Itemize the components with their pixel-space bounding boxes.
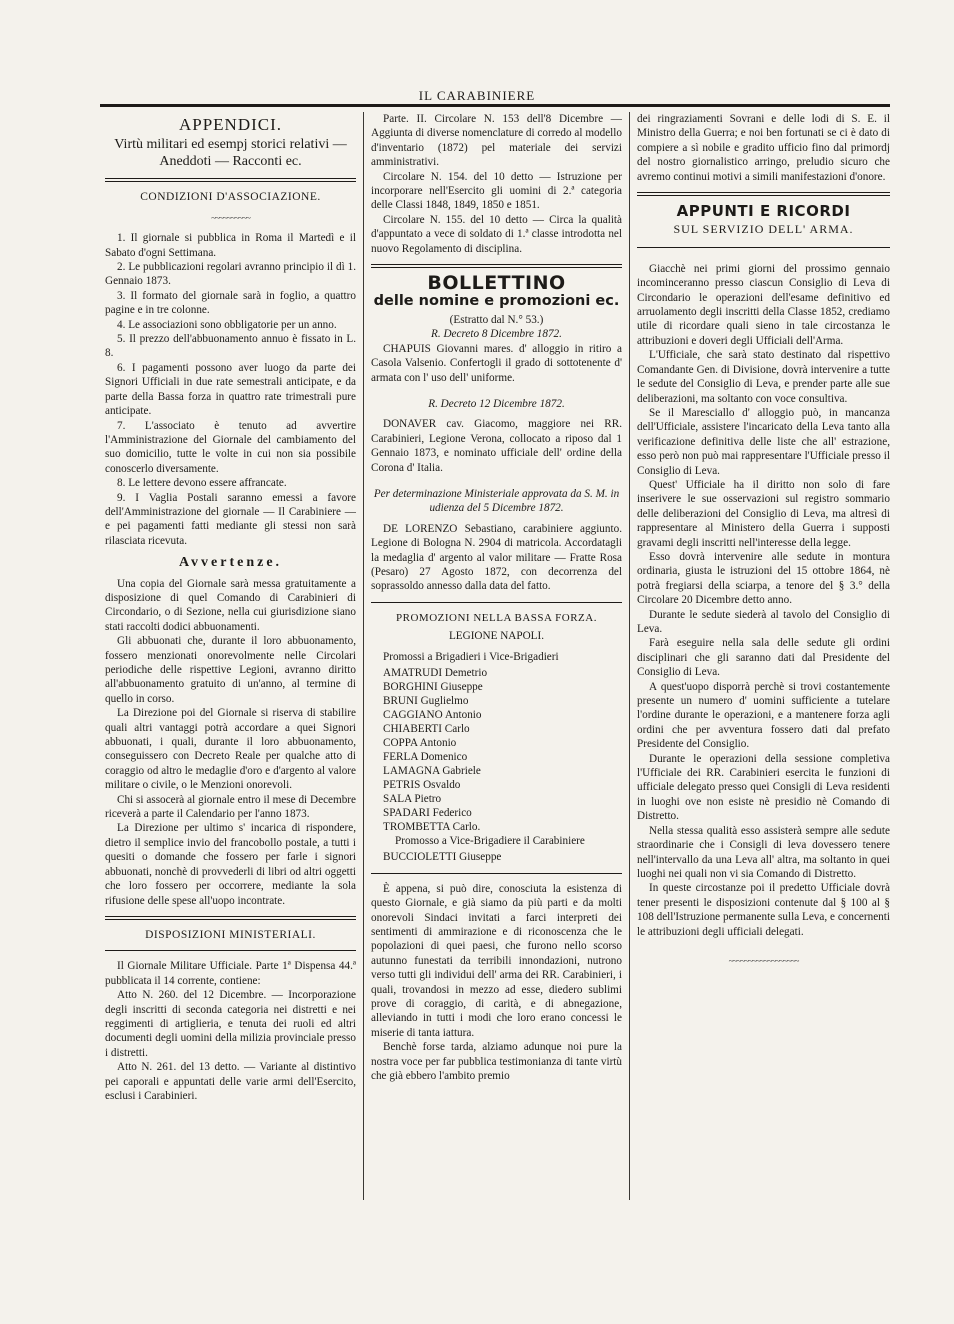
paragraph: Se il Maresciallo d' alloggio può, in mancanza dell'Ufficiale, assistere l'incaricato della Leva tanto alla verificazione definitiva delle liste che all' estrazione, esso però non può mai rappresentare l'Ufficiale presso il Consiglio di Leva. (637, 406, 890, 477)
list-item: FERLA Domenico (383, 751, 468, 763)
promosso-name: BUCCIOLETTI Giuseppe (383, 851, 502, 864)
section-rule (105, 950, 356, 951)
list-item: CAGGIANO Antonio (383, 709, 482, 721)
list-item: AMATRUDI Demetrio (383, 667, 488, 679)
paragraph: Chi si assocerà al giornale entro il mese di Decembre riceverà a parte il Calendario per l'anno 1873. (105, 793, 356, 821)
section-rule (105, 916, 356, 920)
condizioni-list (105, 231, 356, 548)
disposizioni-title: DISPOSIZIONI MINISTERIALI. (145, 928, 316, 941)
list-item: PETRIS Osvaldo (383, 779, 461, 791)
decreto-heading: R. Decreto 12 Dicembre 1872. (428, 397, 565, 410)
appunti-subtitle: SUL SERVIZIO DELL' ARMA. (673, 222, 854, 237)
header-rule (100, 104, 890, 107)
column-2 (371, 112, 622, 1284)
list-item: SALA Pietro (383, 793, 442, 805)
column-3 (637, 112, 890, 1284)
section-rule (637, 247, 890, 248)
paragraph: Circolare N. 154. del 10 detto — Istruzione per incorporare nell'Esercito gli uomini di 2.ª categoria delle Classi 1848, 1849, 1850 e 1851. (371, 170, 622, 212)
condizioni-item: 7. L'associato è tenuto ad avvertire l'Amministrazione del Giornale del cambiamento del suo domicilio, tutte le volte in cui non sia possibile conoscerlo diversamente. (105, 419, 356, 475)
promossi-label: Promossi a Brigadieri i Vice-Brigadieri (383, 650, 559, 663)
condizioni-item: 4. Le associazioni sono obbligatorie per un anno. (117, 318, 337, 331)
condizioni-item: 5. Il prezzo dell'abbuonamento annuo è fissato in L. 8. (105, 333, 356, 360)
list-item: CHIABERTI Carlo (383, 723, 470, 735)
condizioni-item: 3. Il formato del giornale sarà in foglio, a quattro pagine e in tre colonne. (105, 289, 356, 317)
paragraph: CHAPUIS Giovanni mares. d' alloggio in ritiro a Casola Valsenio. Confertogli il grado di sottotenente d' armata con l' uso dell' uniforme. (371, 342, 622, 384)
paragraph: Circolare N. 155. del 10 detto — Circa la qualità d'appuntato a vece di soldato di 1.ª classe introdotta nel nuovo Regolamento di disciplina. (371, 213, 622, 255)
condizioni-item: 9. I Vaglia Postali saranno emessi a favore dell'Amministrazione del giornale — Il Carabiniere — e pei pagamenti fatti mediante gli stessi non sarà rilasciata ricevuta. (105, 491, 356, 547)
list-item: TROMBETTA Carlo. (383, 821, 481, 833)
disposizioni-body (105, 959, 356, 1103)
paragraph: Durante le sedute siederà al tavolo del Consiglio di Leva. (637, 608, 890, 635)
paragraph: Nella stessa qualità esso assisterà sempre alle sedute straordinarie che i Consigli di leva dovessero tenere nell'intervallo da una Leva all' altra, ma soltanto in quei luoghi nei quali non vi sia Comando di Distretto. (637, 824, 890, 880)
appendici-title: APPENDICI. (178, 115, 283, 134)
paragraph: Farà eseguire nella sala delle sedute gli ordini disciplinari che gli saranno dati dal Presidente del Consiglio di Leva. (637, 637, 890, 679)
section-rule (371, 264, 622, 268)
paragraph: In queste circostanze poi il predetto Ufficiale dovrà tener presenti le disposizioni contenute dal § 100 al § 108 dell'Istruzione permanente sulla Leva, e concernenti le attribuzioni degli ufficiali delegati. (637, 882, 890, 938)
avvertenze-title: Avvertenze. (178, 555, 283, 571)
condizioni-item: 2. Le pubblicazioni regolari avranno principio il dì 1. Gennaio 1873. (105, 261, 356, 288)
list-item: COPPA Antonio (383, 737, 457, 749)
section-rule (371, 873, 622, 874)
paragraph: Atto N. 260. del 12 Dicembre. — Incorporazione degli inscritti di seconda categoria nei distretti e nei reggimenti di artiglieria, e tenuta dei ruoli ed altri documenti degli uomini della milizia provinciale presso i distretti. (105, 989, 356, 1059)
section-rule (105, 178, 356, 182)
paragraph: Durante le operazioni della sessione completiva l'Ufficiale dei RR. Carabinieri esercita le funzioni di ufficiale delegato presso quei Consigli di Leva residenti in luoghi ove non esiste nè presidio nè Comando di Distretto. (637, 752, 890, 823)
list-item: BORGHINI Giuseppe (383, 681, 483, 693)
section-rule (371, 602, 622, 603)
promozioni-title: PROMOZIONI NELLA BASSA FORZA. (396, 611, 597, 624)
names-list (383, 666, 622, 834)
appunti-title: APPUNTI E RICORDI (676, 202, 851, 221)
promosso-label: Promosso a Vice-Brigadiere il Carabiniere (395, 835, 585, 847)
paragraph: A quest'uopo disporrà perchè si trovi costantemente presente un numero d' uomini sufficiente a tutelare l'ordine durante le operazioni, e a mantenere forza agli ordini che per avventura fossero dati dal prefato Presidente del Consiglio. (637, 680, 890, 751)
bollettino-subtitle: delle nomine e promozioni ec. (373, 293, 620, 310)
condizioni-item: 1. Il giornale si pubblica in Roma il Martedì e il Sabato d'ogni Settimana. (105, 232, 356, 259)
ornament-divider: ~~~~~~~~~~ (211, 212, 250, 223)
paragraph: Parte. II. Circolare N. 153 dell'8 Dicembre — Aggiunta di diverse nomenclature di corredo al modello d'inventario (1872) pel materiale dei servizi amministrativi. (371, 113, 622, 169)
list-item: SPADARI Federico (383, 807, 472, 819)
section-rule (637, 192, 890, 196)
paragraph: Il Giornale Militare Ufficiale. Parte 1ª Dispensa 44.ª pubblicata il 14 corrente, contiene: (105, 960, 356, 987)
list-item: BRUNI Guglielmo (383, 695, 469, 707)
paragraph: La Direzione per ultimo s' incarica di rispondere, dietro il semplice invio del francobollo postale, a tutti i quesiti o domande che fossero per farle i signori abbuonati, nonchè di provvederli di libri od altri oggetti che loro fossero per occorrere, mediante la sola rifusione delle spese all'uopo incontrate. (105, 822, 356, 907)
bollettino-title: BOLLETTINO (427, 272, 566, 295)
column-divider (363, 112, 364, 1200)
paragraph: Benchè forse tarda, alziamo adunque noi pure la nostra voce per far pubblica testimonianza di tante virtù che già ebbero l'ambito premio (371, 1041, 622, 1083)
paragraph: Giacchè nei primi giorni del prossimo gennaio incominceranno presso ciascun Consiglio di Leva di Circondario le operazioni dell'esame definitivo ed arruolamento degli inscritti della Classe 1852, crediamo utile di ricordare quali sieno in tale circostanza le attribuzioni e doveri degli Ufficiali dell'Arma. (637, 262, 890, 347)
appendici-subtitle: Virtù militari ed esempj storici relativi — Aneddoti — Racconti ec. (114, 137, 347, 170)
ornament-divider: ~~~~~~~~~~~~~~~~~~ (728, 955, 799, 966)
paragraph: La Direzione poi del Giornale si riserva di stabilire quali altri vantaggi potrà accordare a quei Signori abbuonati, i quali, durante il loro abbuonamento, conseguissero con Decreto Reale per qualche atto di coraggio od altro le medaglie d'oro e d'argento al valore militare o civile, o le Menzioni onorevoli. (105, 707, 356, 792)
condizioni-item: 6. I pagamenti possono aver luogo da parte dei Signori Ufficiali in due rate semestrali anticipate, e da parte della Bassa forza in quattro rate trimestrali pure anticipate. (105, 361, 356, 418)
legione-title: LEGIONE NAPOLI. (448, 630, 545, 643)
paragraph: Atto N. 261. del 13 detto. — Variante al distintivo pei caporali e appuntati delle varie armi dell'Esercito, esclusi i Carabinieri. (105, 1061, 356, 1102)
running-title: IL CARABINIERE (418, 88, 536, 103)
paragraph: Quest' Ufficiale ha il diritto non solo di fare inserivere le sue osservazioni sul registro sommario delle deliberazioni del Consiglio di Leva, ma altresì di rappresentare al Ministero della Guerra i supposti gravami degli inscritti nell'interesse della legge. (637, 478, 890, 549)
avvertenze-body (105, 577, 356, 908)
decreto-heading: R. Decreto 8 Dicembre 1872. (431, 328, 562, 341)
paragraph: DONAVER cav. Giacomo, maggiore nei RR. Carabinieri, Legione Verona, collocato a riposo dal 1 Gennaio 1873, e nominato ufficiale dell' ordine della Corona d' Italia. (371, 418, 622, 474)
column-1 (105, 112, 356, 1284)
determinazione-heading: Per determinazione Ministeriale approvata da S. M. in udienza del 5 Dicembre 1872. (373, 487, 620, 515)
list-item: LAMAGNA Gabriele (383, 765, 481, 777)
paragraph: dei ringraziamenti Sovrani e delle lodi di S. E. il Ministro della Guerra; e noi ben fortunati se ci è dato di compiere a sì nobile e gradito ufficio fino dal primordj del nostro giornalistico arringo, preludio sicuro che avremo continui motivi a simili manifestazioni d'onore. (637, 113, 890, 183)
paragraph: Una copia del Giornale sarà messa gratuitamente a disposizione di quel Comando di Carabinieri di Circondario, o di Sezione, nella cui giurisdizione siano stati raccolti dodici abbuonamenti. (105, 577, 356, 633)
estratto-note: (Estratto dal N.° 53.) (449, 313, 544, 326)
paragraph: DE LORENZO Sebastiano, carabiniere aggiunto. Legione di Bologna N. 2904 di matricola. Accordatagli la medaglia d' argento al valor militare — Fratte Rosa (Pesaro) 27 Agosto 1872, con decorrenza del soprassoldo annesso dalla data del fatto. (371, 522, 622, 593)
condizioni-title: CONDIZIONI D'ASSOCIAZIONE. (140, 191, 321, 204)
paragraph: Esso dovrà intervenire alle sedute in montura ordinaria, giusta le istruzioni del 15 ottobre 1864, nè potrà fregiarsi della sciarpa, a tenore del § 3.° della Circolare 20 Dicembre detto anno. (637, 550, 890, 607)
paragraph: È appena, si può dire, conosciuta la esistenza di questo Giornale, e già siamo da più parti e da molti onorevoli Sindaci invitati a farci interpreti dei sentimenti di ammirazione e di riconoscenza che le popolazioni di quei paesi, che furono nello scorso autunno funestati da terribili innondazioni, nutrono verso tutti gli individui dell' arma dei RR. Carabinieri, i quali, trovandosi in mezzo ad esse, diedero sublimi prove di coraggio, di carità, e di abnegazione, alleviando in tutti i modi che loro erano concessi le miserie di tanta iattura. (371, 882, 622, 1039)
condizioni-item: 8. Le lettere devono essere affrancate. (117, 477, 287, 490)
paragraph: L'Ufficiale, che sarà stato destinato dal rispettivo Comandante Gen. di Divisione, dovrà intervenire a tutte le sedute del Consiglio di Leva, e prender parte alle sue deliberazioni, ma soltanto con voce consultiva. (637, 349, 890, 405)
column-divider (629, 112, 630, 1200)
paragraph: Gli abbuonati che, durante il loro abbuonamento, fossero menzionati onorevolmente nelle Circolari periodiche delle rispettive Legioni, avranno diritto all'abbuonamento gratuito di un'anno, al termine di quello in corso. (105, 635, 356, 705)
